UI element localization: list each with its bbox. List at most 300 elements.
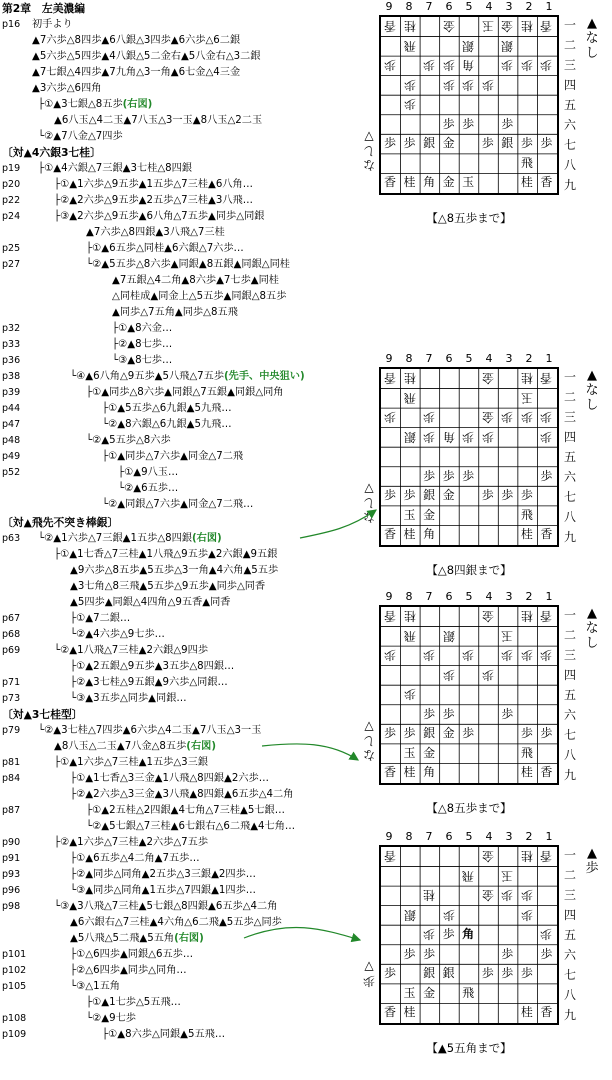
file-label: 2 (525, 352, 533, 365)
shogi-piece: 桂 (403, 175, 416, 190)
rank-label: 九 (563, 178, 576, 192)
shogi-piece: 飛 (520, 745, 533, 760)
file-label: 5 (465, 830, 473, 843)
shogi-piece: 歩 (462, 468, 475, 483)
file-label: 9 (385, 352, 393, 365)
shogi-piece: 金 (481, 888, 494, 903)
page-ref: p38 (2, 371, 21, 382)
arrow-board-4 (244, 927, 360, 940)
move-sequence: └②▲6五歩… (118, 483, 179, 494)
file-label: 5 (465, 352, 473, 365)
shogi-piece: 歩 (423, 429, 436, 444)
annotation: (右図) (122, 99, 153, 110)
shogi-piece: 歩 (403, 687, 416, 702)
shogi-piece: 香 (384, 19, 397, 33)
board-caption: 【△8五歩まで】 (426, 211, 512, 225)
file-label: 9 (385, 830, 393, 843)
move-sequence: └②▲8六銀△6九銀▲5九飛… (102, 419, 232, 430)
shogi-piece: 歩 (462, 116, 475, 131)
hand-char: ▽ (364, 720, 374, 734)
rank-label: 一 (563, 848, 576, 862)
shogi-piece: 歩 (383, 726, 396, 741)
move-sequence: └②▲1八飛△7三桂▲2六銀△9四歩 (54, 645, 209, 656)
rank-label: 二 (563, 628, 576, 642)
move-sequence: ├①▲1七歩△5五飛… (86, 997, 181, 1008)
shogi-piece: 銀 (442, 966, 455, 981)
rank-label: 九 (563, 530, 576, 544)
shogi-piece: 桂 (520, 175, 533, 190)
page-ref: p32 (2, 323, 21, 334)
file-label: 8 (405, 590, 413, 603)
page-ref: p108 (2, 1013, 27, 1024)
file-label: 5 (465, 590, 473, 603)
move-sequence: ├①▲3七銀△8五歩 (38, 99, 123, 110)
shogi-piece: 歩 (540, 136, 553, 151)
rank-label: 三 (563, 888, 576, 902)
annotation: (右図) (192, 533, 222, 544)
shogi-piece: 香 (540, 371, 553, 385)
shogi-piece: 歩 (384, 58, 397, 73)
move-sequence: └③▲同歩△同角▲1五歩△7四銀▲1四歩… (70, 885, 256, 896)
shogi-piece: 歩 (481, 667, 494, 682)
shogi-piece: 香 (383, 175, 396, 190)
shogi-piece: 歩 (442, 667, 455, 682)
move-sequence: ├①▲4六銀△7三銀▲3七桂△8四銀 (38, 163, 193, 174)
shogi-piece: 香 (540, 175, 553, 190)
file-label: 9 (385, 0, 393, 13)
move-sequence: ├①▲7二銀… (70, 613, 131, 624)
file-label: 1 (545, 352, 553, 365)
file-label: 7 (425, 352, 433, 365)
shogi-piece: 香 (384, 849, 397, 863)
rank-label: 四 (563, 78, 576, 92)
shogi-piece: 歩 (462, 77, 475, 92)
shogi-piece: 飛 (520, 155, 533, 170)
page-ref: p48 (2, 435, 21, 446)
hand-char: し (585, 398, 599, 413)
hand-char: な (363, 510, 376, 524)
shogi-piece: 桂 (520, 609, 533, 623)
shogi-piece: 香 (540, 19, 553, 33)
move-sequence: 〔対▲4六銀3七桂〕 (2, 146, 101, 159)
page-ref: p16 (2, 19, 21, 30)
shogi-piece: 歩 (540, 58, 553, 73)
move-sequence: ▲3六歩△6四角 (32, 83, 102, 94)
hand-char: な (363, 748, 376, 762)
rank-label: 八 (563, 748, 576, 762)
move-sequence: └②▲5七銀△7三桂▲6七銀右△6二飛▲4七角… (86, 821, 296, 832)
shogi-piece: 歩 (462, 429, 475, 444)
page-ref: p71 (2, 677, 21, 688)
page-ref: p79 (2, 725, 21, 736)
shogi-piece: 歩 (384, 410, 397, 425)
page-ref: p105 (2, 981, 27, 992)
shogi-piece: 歩 (384, 648, 397, 663)
rank-label: 二 (563, 390, 576, 404)
shogi-piece: 角 (423, 175, 436, 190)
shogi-piece: 桂 (403, 1005, 416, 1020)
move-sequence: ├①△6四歩▲同銀△6五歩… (70, 949, 194, 960)
shogi-piece: 金 (501, 19, 514, 33)
shogi-piece: 歩 (501, 58, 514, 73)
hand-char: ▽ (364, 960, 374, 974)
shogi-piece: 桂 (520, 19, 533, 33)
page-ref: p33 (2, 339, 21, 350)
shogi-piece: 歩 (481, 488, 494, 503)
page-ref: p24 (2, 211, 21, 222)
hand-char: し (585, 636, 599, 651)
shogi-piece: 玉 (462, 175, 475, 190)
move-sequence: ├②▲1六歩△7三桂▲2六歩△7五歩 (54, 837, 209, 848)
hand-char: な (585, 383, 599, 398)
shogi-piece: 歩 (383, 488, 396, 503)
shogi-piece: 歩 (501, 116, 514, 131)
shogi-piece: 歩 (501, 888, 514, 903)
shogi-piece: 歩 (423, 946, 436, 961)
file-label: 6 (445, 0, 453, 13)
shogi-piece: 香 (540, 765, 553, 780)
file-label: 3 (505, 830, 513, 843)
hand-char: し (363, 144, 376, 158)
move-sequence: ▲5四歩▲同銀△4四角△9五香▲同香 (70, 597, 231, 608)
shogi-piece: 金 (481, 371, 494, 385)
hand-char: し (363, 496, 376, 510)
page-ref: p19 (2, 163, 21, 174)
shogi-piece: 香 (384, 371, 397, 385)
page-ref: p49 (2, 451, 21, 462)
move-sequence: ├①▲8六歩△同銀▲5五飛… (102, 1029, 226, 1040)
file-label: 8 (405, 352, 413, 365)
shogi-piece: 歩 (403, 946, 416, 961)
page-ref: p109 (2, 1029, 27, 1040)
page-ref: p36 (2, 355, 21, 366)
file-label: 9 (385, 590, 393, 603)
shogi-piece: 桂 (520, 765, 533, 780)
move-sequence: ▲7五銀△4二角▲8六歩▲7七歩▲同桂 (112, 275, 279, 286)
shogi-piece: 歩 (423, 58, 436, 73)
move-sequence: ├②▲2六歩△3三金▲3八飛▲8四銀▲6五歩△4二角 (70, 789, 294, 800)
shogi-piece: 桂 (520, 371, 533, 385)
shogi-piece: 金 (442, 19, 455, 33)
shogi-piece: 香 (383, 1005, 396, 1020)
move-sequence: └②▲7八金△7四歩 (38, 131, 123, 142)
shogi-piece: 歩 (403, 488, 416, 503)
shogi-piece: 香 (540, 527, 553, 542)
page-ref: p81 (2, 757, 21, 768)
shogi-piece: 歩 (442, 907, 455, 922)
file-label: 2 (525, 0, 533, 13)
rank-label: 五 (563, 928, 576, 942)
shogi-piece: 歩 (442, 116, 455, 131)
hand-char: な (585, 31, 599, 46)
page-ref: p20 (2, 179, 21, 190)
move-sequence: ├①▲同歩△8六歩▲同銀△7五銀▲同銀△同角 (86, 387, 284, 398)
shogi-piece: 歩 (442, 58, 455, 73)
shogi-piece: 歩 (423, 706, 436, 721)
shogi-piece: 飛 (520, 507, 533, 522)
shogi-piece: 歩 (540, 648, 553, 663)
shogi-piece: 歩 (462, 648, 475, 663)
page-ref: p91 (2, 853, 21, 864)
file-label: 1 (545, 590, 553, 603)
file-label: 6 (445, 830, 453, 843)
shogi-piece: 香 (540, 609, 553, 623)
shogi-piece: 金 (423, 985, 436, 1000)
shogi-piece: 歩 (520, 410, 533, 425)
rank-label: 四 (563, 430, 576, 444)
page-ref: p84 (2, 773, 21, 784)
page-ref: p25 (2, 243, 21, 254)
shogi-piece: 歩 (403, 726, 416, 741)
shogi-piece: 歩 (540, 726, 553, 741)
move-sequence: └④▲6八角△9五歩▲5八飛△7五歩 (70, 371, 225, 382)
move-sequence: ├①▲1六歩△7三桂▲1五歩△3三銀 (54, 757, 209, 768)
file-label: 4 (485, 0, 493, 13)
shogi-piece: 歩 (481, 77, 494, 92)
page-ref: p63 (2, 533, 21, 544)
shogi-piece: 飛 (403, 38, 416, 53)
shogi-piece: 金 (423, 745, 436, 760)
shogi-piece: 角 (423, 765, 436, 780)
shogi-piece: 歩 (501, 648, 514, 663)
file-label: 8 (405, 0, 413, 13)
shogi-piece: 歩 (501, 966, 514, 981)
rank-label: 九 (563, 768, 576, 782)
shogi-piece: 歩 (403, 136, 416, 151)
move-sequence: 〔対▲3七桂型〕 (2, 708, 83, 721)
move-sequence: ▲3七角△8三飛▲5五歩△9五歩▲同歩△同香 (70, 581, 266, 592)
shogi-piece: 桂 (520, 1005, 533, 1020)
shogi-piece: 銀 (423, 488, 436, 503)
move-sequence: ├①▲2五銀△9五歩▲3五歩△8四銀… (70, 661, 235, 672)
shogi-piece: 角 (462, 927, 475, 942)
move-sequence: ▲5六歩△5四歩▲4八銀△5二金右▲5八金右△3二銀 (32, 51, 261, 62)
shogi-piece: 銀 (501, 136, 514, 151)
move-sequence: └②▲4六歩△9七歩… (70, 629, 165, 640)
file-label: 7 (425, 830, 433, 843)
rank-label: 二 (563, 868, 576, 882)
shogi-piece: 香 (540, 1005, 553, 1020)
shogi-piece: 歩 (501, 706, 514, 721)
move-sequence: ├①▲5五歩△6九銀▲5九飛… (102, 403, 232, 414)
shogi-piece: 桂 (520, 527, 533, 542)
move-sequence: ▲6六銀右△7三桂▲4六角△6二飛▲5五歩△同歩 (70, 917, 282, 928)
move-sequence: └②▲同銀△7六歩▲同金△7二飛… (102, 499, 254, 510)
shogi-piece: 歩 (520, 966, 533, 981)
shogi-piece: 歩 (383, 966, 396, 981)
shogi-piece: 歩 (442, 468, 455, 483)
rank-label: 四 (563, 908, 576, 922)
rank-label: 六 (563, 118, 576, 132)
shogi-piece: 銀 (462, 38, 475, 53)
rank-label: 一 (563, 608, 576, 622)
rank-label: 七 (563, 490, 576, 504)
move-sequence: ├③▲2六歩△9五歩▲6八角△7五歩▲同歩△同銀 (54, 211, 265, 222)
move-sequence: ▲6八玉△4二玉▲7八玉△3一玉▲8八玉△2二玉 (54, 115, 263, 126)
rank-label: 四 (563, 668, 576, 682)
shogi-piece: 玉 (501, 868, 514, 883)
shogi-piece: 飛 (462, 985, 475, 1000)
shogi-piece: 金 (481, 609, 494, 623)
shogi-piece: 歩 (520, 136, 533, 151)
page-ref: p87 (2, 805, 21, 816)
shogi-piece: 歩 (442, 77, 455, 92)
shogi-piece: 歩 (423, 410, 436, 425)
shogi-piece: 玉 (403, 985, 416, 1000)
shogi-piece: 歩 (501, 946, 514, 961)
rank-label: 九 (563, 1008, 576, 1022)
move-sequence: ├①▲1七香△3三金▲1八飛△8四銀▲2六歩… (70, 773, 269, 784)
shogi-piece: 歩 (442, 927, 455, 942)
shogi-piece: 銀 (403, 907, 416, 922)
move-sequence: └③▲8七歩… (112, 355, 173, 366)
move-sequence: └③▲3五歩△同歩▲同銀… (70, 693, 187, 704)
shogi-piece: 歩 (403, 97, 416, 112)
shogi-piece: 歩 (403, 77, 416, 92)
file-label: 6 (445, 352, 453, 365)
move-sequence: △同桂成▲同金上△5五歩▲同銀△8五歩 (112, 291, 287, 302)
move-sequence: └③▲3八飛△7三桂▲5七銀△8四銀▲6五歩△4二角 (54, 901, 278, 912)
rank-label: 六 (563, 470, 576, 484)
board-caption: 【△8五歩まで】 (426, 801, 512, 815)
move-sequence: ├①▲1六歩△9五歩▲1五歩△7三桂▲6八角… (54, 179, 253, 190)
shogi-piece: 歩 (501, 410, 514, 425)
file-label: 3 (505, 0, 513, 13)
shogi-piece: 角 (423, 527, 436, 542)
file-label: 4 (485, 590, 493, 603)
move-sequence: ▲8八玉△二玉▲7八金△8五歩 (54, 741, 187, 752)
shogi-piece: 歩 (481, 136, 494, 151)
rank-label: 五 (563, 688, 576, 702)
move-sequence: ▲7六歩△8四銀▲3八飛△7三桂 (86, 227, 225, 238)
shogi-piece: 歩 (462, 726, 475, 741)
shogi-piece: 金 (481, 410, 494, 425)
page-ref: p47 (2, 419, 21, 430)
arrow-board-2 (300, 510, 376, 538)
shogi-piece: 歩 (540, 946, 553, 961)
page-ref: p101 (2, 949, 27, 960)
shogi-piece: 飛 (403, 390, 416, 405)
file-label: 8 (405, 830, 413, 843)
shogi-piece: 玉 (520, 390, 533, 405)
hand-char: し (585, 46, 599, 61)
shogi-piece: 玉 (481, 19, 494, 33)
hand-char: 歩 (585, 861, 599, 876)
move-sequence: ▲7六歩△8四歩▲6八銀△3四歩▲6六歩△6二銀 (32, 35, 241, 46)
arrow-board-3 (262, 744, 358, 760)
page-ref: p69 (2, 645, 21, 656)
file-label: 3 (505, 590, 513, 603)
page-ref: p52 (2, 467, 21, 478)
shogi-piece: 歩 (520, 58, 533, 73)
rank-label: 七 (563, 728, 576, 742)
move-sequence: ├①▲6五歩△4二角▲7五歩… (70, 853, 200, 864)
shogi-piece: 香 (540, 849, 553, 863)
page-ref: p27 (2, 259, 21, 270)
shogi-piece: 歩 (423, 468, 436, 483)
shogi-piece: 歩 (540, 429, 553, 444)
rank-label: 五 (563, 450, 576, 464)
move-sequence: ├①▲2五桂△2四銀▲4七角△7三桂▲5七銀… (86, 805, 285, 816)
rank-label: 六 (563, 708, 576, 722)
move-sequence: 第2章 左美濃編 (2, 2, 86, 15)
file-label: 4 (485, 830, 493, 843)
shogi-piece: 金 (442, 136, 455, 151)
shogi-piece: 金 (423, 507, 436, 522)
annotation: (右図) (174, 933, 204, 944)
shogi-piece: 角 (442, 429, 455, 444)
page-ref: p98 (2, 901, 21, 912)
shogi-piece: 銀 (442, 628, 455, 643)
file-label: 2 (525, 830, 533, 843)
move-sequence: ├①▲9八玉… (118, 467, 179, 478)
shogi-piece: 玉 (403, 507, 416, 522)
shogi-piece: 歩 (520, 726, 533, 741)
rank-label: 三 (563, 648, 576, 662)
shogi-piece: 桂 (403, 19, 416, 33)
move-sequence: └②▲9七歩 (86, 1013, 136, 1024)
file-label: 5 (465, 0, 473, 13)
hand-char: ▲ (587, 16, 597, 31)
hand-char: し (363, 734, 376, 748)
move-sequence: ├②△6四歩▲同歩△同角… (70, 965, 187, 976)
hand-char: ▲ (587, 606, 597, 621)
shogi-piece: 金 (442, 488, 455, 503)
page-ref: p22 (2, 195, 21, 206)
file-label: 7 (425, 0, 433, 13)
move-sequence: ▲5八飛△5二飛▲5五角 (70, 933, 175, 944)
rank-label: 一 (563, 370, 576, 384)
shogi-piece: 飛 (403, 628, 416, 643)
hand-char: ▲ (587, 846, 597, 861)
move-sequence: ├②▲3七桂△9五銀▲9六歩△同銀… (70, 677, 228, 688)
move-sequence: ├②▲2六歩△9五歩▲2五歩△7三桂▲3八飛… (54, 195, 253, 206)
move-sequence: 初手より (32, 19, 73, 30)
shogi-piece: 香 (383, 527, 396, 542)
shogi-piece: 歩 (442, 706, 455, 721)
shogi-piece: 桂 (403, 371, 416, 385)
page-ref: p93 (2, 869, 21, 880)
rank-label: 八 (563, 988, 576, 1002)
file-label: 6 (445, 590, 453, 603)
rank-label: 七 (563, 968, 576, 982)
shogi-piece: 銀 (423, 136, 436, 151)
rank-label: 三 (563, 58, 576, 72)
shogi-piece: 香 (384, 609, 397, 623)
hand-char: ▲ (587, 368, 597, 383)
move-sequence: ▲同歩△7五角▲同歩△8五飛 (112, 307, 238, 318)
shogi-piece: 歩 (423, 648, 436, 663)
shogi-piece: 桂 (403, 527, 416, 542)
shogi-piece: 歩 (540, 468, 553, 483)
move-sequence: ├②▲同歩△同角▲2五歩△3三銀▲2四歩… (70, 869, 256, 880)
move-sequence: └②▲5五歩△8六歩 (86, 435, 171, 446)
file-label: 1 (545, 0, 553, 13)
shogi-piece: 銀 (423, 966, 436, 981)
board-caption: 【▲5五角まで】 (426, 1041, 512, 1055)
shogi-piece: 金 (481, 849, 494, 863)
page-ref: p96 (2, 885, 21, 896)
hand-char: な (363, 158, 376, 172)
shogi-piece: 桂 (403, 765, 416, 780)
shogi-piece: 歩 (540, 410, 553, 425)
shogi-piece: 金 (442, 726, 455, 741)
shogi-piece: 銀 (403, 429, 416, 444)
page-ref: p39 (2, 387, 21, 398)
page-ref: p67 (2, 613, 21, 624)
page-ref: p44 (2, 403, 21, 414)
rank-label: 二 (563, 38, 576, 52)
